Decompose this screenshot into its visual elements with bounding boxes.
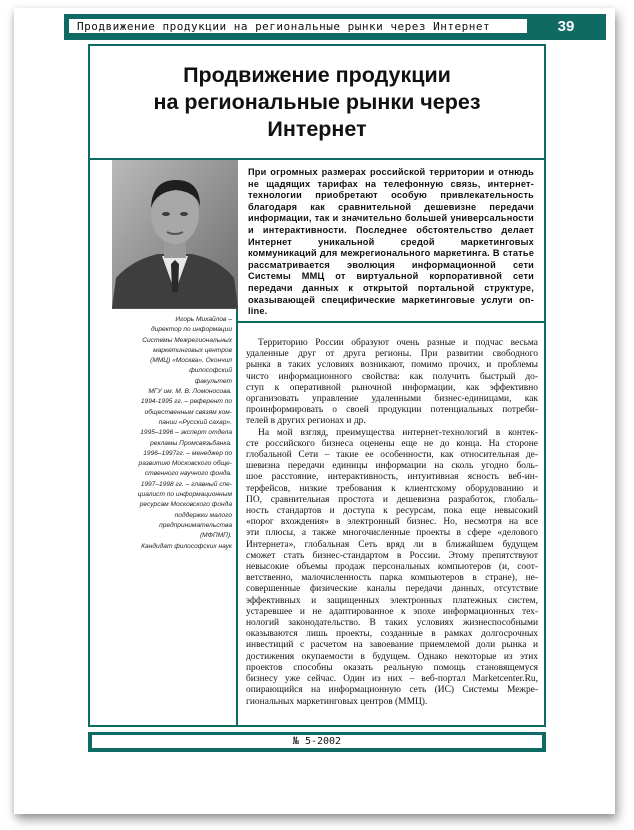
body-line: невысокие объемы продаж персональных компьютеров (и, соот- bbox=[246, 562, 538, 573]
body-line: нологий законодательство. В таких условиях жизнеспособными bbox=[246, 618, 538, 629]
body-line: «порог вхождения» в электронный бизнес. Но, несмотря на все bbox=[246, 517, 538, 528]
caption-line: циалист по информационным bbox=[137, 491, 232, 499]
title-line: Продвижение продукции bbox=[183, 63, 451, 87]
body-line: На мой взгляд, преимущества интернет-технологий в контек- bbox=[258, 427, 538, 438]
footer-bar bbox=[88, 732, 546, 752]
body-line: телей в других регионах и др. bbox=[246, 416, 366, 427]
caption-line: философский bbox=[189, 367, 232, 375]
body-line: устаревшее и не адаптированное к эпохе информационных тех- bbox=[246, 606, 538, 617]
caption-line: 1995–1996 – эксперт отдела bbox=[140, 429, 232, 437]
body-line: гиональных маркетинговых центров (ММЦ). bbox=[246, 696, 428, 707]
caption-line: пании «Русский сахар». bbox=[158, 418, 232, 426]
running-title: Продвижение продукции на региональные рынки через Интернет bbox=[68, 18, 528, 34]
body-line: совершенные физические каналы передачи данных, отсутствие bbox=[246, 584, 538, 595]
article-body bbox=[246, 338, 538, 708]
body-line: бизнесу уже сейчас. Один из них – веб-портал Marketcenter.Ru, bbox=[246, 674, 538, 685]
body-line: ПО, сравнительная простота и дешевизна разработок, глобаль- bbox=[246, 494, 538, 505]
body-line: ступ к оперативной рыночной информации, как эффективно bbox=[246, 382, 538, 393]
issue-number: № 5-2002 bbox=[92, 735, 542, 748]
caption-line: директор по информации bbox=[151, 326, 232, 334]
caption-line: факультет bbox=[194, 377, 232, 385]
caption-line: общественным связям ком- bbox=[144, 408, 232, 416]
caption-line: предпринимательства bbox=[159, 521, 232, 529]
author-caption bbox=[98, 315, 232, 552]
caption-line: Игорь Михайлов – bbox=[175, 316, 232, 323]
title-line: Интернет bbox=[267, 117, 367, 141]
body-line: Территорию России образуют очень разные и подчас весьма bbox=[258, 338, 538, 348]
body-line: сможет стать бизнес-стандартом в России. Этому препятствуют bbox=[246, 550, 538, 561]
body-line: Интернета», глобальная Сеть вряд ли в ближайшем будущем bbox=[246, 539, 538, 550]
caption-line: Кандидат философских наук bbox=[141, 542, 232, 550]
body-line: ность стандартов и доступа к ресурсам, пока еще невысокий bbox=[246, 506, 538, 517]
body-line: опирающийся на информационную сеть (ИС) Системы Межре- bbox=[246, 685, 538, 696]
abstract-divider bbox=[236, 321, 546, 323]
caption-line: ственного научного фонда. bbox=[144, 470, 232, 478]
caption-line: 1997–1998 гг. – главный спе- bbox=[140, 480, 232, 488]
body-line: чисто информационного свойства: как получить быстрый до- bbox=[246, 371, 538, 382]
body-line: глобальной Сети – такие ее особенности, как относительная де- bbox=[246, 450, 538, 461]
body-line: проектов способны оказать реальную помощь становящемуся bbox=[246, 662, 538, 673]
body-line: удаленные друг от друга регионы. При развитии свободного bbox=[246, 349, 538, 360]
caption-line: ресурсам Московского фонда bbox=[139, 501, 232, 509]
body-line: инвестиций с расчетом на завоевание приемлемой доли рынка и bbox=[246, 640, 538, 651]
caption-line: (ММЦ) «Москва». Окончил bbox=[150, 357, 232, 365]
caption-line: Системы Межрегиональных bbox=[142, 336, 232, 344]
caption-line: маркетинговых центров bbox=[153, 346, 232, 354]
caption-line: МГУ им. М. В. Ломоносова. bbox=[148, 388, 232, 396]
body-line: ветственно, малочисленность парка компьютеров в стране), не- bbox=[246, 573, 538, 584]
body-line: шое расстояние, интерактивность, интуитивная ясность веб-ин- bbox=[246, 472, 538, 483]
body-line: оказываются лишь проекты, созданные в рамках долгосрочных bbox=[246, 629, 538, 640]
title-line: на региональные рынки через bbox=[153, 90, 481, 114]
page-number: 39 bbox=[557, 18, 575, 35]
body-line: рынка в таких условиях возникают, помимо прочих, и проблемы bbox=[246, 360, 538, 371]
body-line: сте российского бизнеса оценены еще не до конца. На стороне bbox=[246, 438, 538, 449]
body-line: проинформировать о своей продукции потенциальных потреби- bbox=[246, 405, 538, 416]
body-line: эффективных и защищенных электронных платежных систем, bbox=[246, 595, 538, 606]
caption-line: развитию Московского обще- bbox=[138, 460, 232, 468]
caption-line: 1994-1995 гг. – референт по bbox=[140, 398, 232, 406]
article-title bbox=[90, 62, 544, 143]
caption-line: 1996–1997гг. – менеджер по bbox=[143, 449, 232, 457]
body-line: терфейсов, низкие требования к клиентскому оборудованию и bbox=[246, 483, 538, 494]
caption-line: рекламы Промсвязьбанка. bbox=[150, 439, 232, 447]
article-abstract: При огромных размерах российской территории и отнюдь не щадящих тарифах на телефонную связь, интернет-технологии приобретают особую привлекательность благодаря как сравнительной дешевизне передачи информации, так и значительно большей универсальности и интерактивности. Последнее обстоятельство делает Интернет уникальной средой маркетинговых коммуникаций для межрегионального маркетинга. В статье рассматривается эволюция информационной сети Системы ММЦ от виртуальной корпоративной сети передачи данных к открытой портальной структуре, оказывающей специфические маркетинговые услуги on-line. bbox=[248, 167, 534, 317]
body-line: шевизна передачи единицы информации на сколь угодно боль- bbox=[246, 461, 538, 472]
caption-line: поддержки малого bbox=[174, 511, 232, 519]
running-header bbox=[64, 14, 606, 40]
body-line: организовать управление удаленными бизнес-единицами, как bbox=[246, 394, 538, 405]
body-line: достижения окупаемости в будущем. Однако некоторые из этих bbox=[246, 651, 538, 662]
author-photo bbox=[112, 160, 238, 309]
body-line: эти плюсы, а также многочисленные проекты в сфере «делового bbox=[246, 528, 538, 539]
caption-line: (МФПМП). bbox=[199, 532, 232, 540]
